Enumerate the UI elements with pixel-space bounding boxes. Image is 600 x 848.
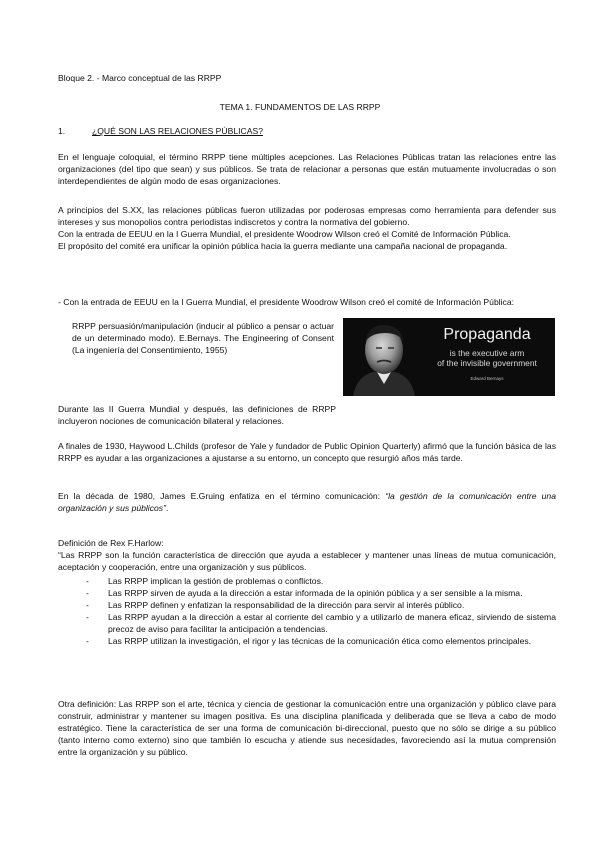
list-item-text: Las RRPP implican la gestión de problemas o conflictos. — [108, 576, 324, 586]
paragraph-history — [58, 204, 556, 252]
harlow-definition: “Las RRPP son la función característica de dirección que ayuda a establecer y mantener unas líneas de mutua comunicación, aceptación y cooperación, entre una organización y sus públicos. — [58, 550, 556, 572]
question-text: ¿QUÉ SON LAS RELACIONES PÚBLICAS? — [92, 126, 263, 136]
list-item — [86, 587, 556, 599]
list-bullet: - — [86, 636, 89, 646]
grunig-suffix: . — [165, 503, 169, 513]
list-item — [86, 635, 556, 647]
paragraph-childs: A finales de 1930, Haywood L.Childs (profesor de Yale y fundador de Public Opinion Quarterly) afirmó que la función básica de las RRPP es ayudar a las organizaciones a ajustarse a su entorno, un concepto que resurgió años más tarde. — [58, 441, 556, 463]
topic-title: TEMA 1. FUNDAMENTOS DE LAS RRPP — [219, 102, 381, 112]
list-item — [86, 599, 556, 611]
paragraph-grunig — [58, 490, 556, 514]
history-line-2: Con la entrada de EEUU en la I Guerra Mundial, el presidente Woodrow Wilson creó el Comité de Información Pública. — [58, 229, 511, 239]
list-item — [86, 575, 556, 587]
question-number: 1. — [58, 126, 66, 136]
image-credit: Edward Bernays — [470, 376, 504, 381]
harlow-list — [86, 575, 556, 647]
list-bullet: - — [86, 600, 89, 610]
list-bullet: - — [86, 588, 89, 598]
paragraph-wilson: - Con la entrada de EEUU en la I Guerra Mundial, el presidente Woodrow Wilson creó el comité de Información Pública: — [58, 297, 515, 307]
paragraph-other-definition: Otra definición: Las RRPP son el arte, técnica y ciencia de gestionar la comunicación entre una organización y público clave para construir, administrar y mantener su imagen positiva. Es una disciplina planificada y deliberada que se lleva a cabo de modo estratégico. Tiene la característica de ser una forma de comunicación bi-direccional, puesto que no sólo se dirige a su público (tanto interno como externo) sino que también lo escucha y atiende sus necesidades, favoreciendo así la mutua comprensión entre la organización y su público. — [58, 699, 556, 757]
image-headline: Propaganda — [443, 326, 531, 343]
paragraph-bernays: RRPP persuasión/manipulación (inducir al público a pensar o actuar de un determinado modo). E.Bernays. The Engineering of Consent (La ingeniería del Consentimiento, 1955) — [72, 321, 334, 355]
list-item-text: Las RRPP sirven de ayuda a la dirección a estar informada de la opinión pública y a ser sensible a la misma. — [108, 588, 523, 598]
image-subline-2: of the invisible government — [437, 358, 537, 368]
propaganda-image — [343, 318, 555, 396]
history-line-1: A principios del S.XX, las relaciones públicas fueron utilizadas por poderosas empresas como herramienta para defender sus intereses y sus monopolios contra periodistas indiscretos y contra la normativa del gobierno. — [58, 205, 556, 227]
list-item-text: Las RRPP definen y enfatizan la responsabilidad de la dirección para servir al interés público. — [108, 600, 465, 610]
block-header: Bloque 2. - Marco conceptual de las RRPP — [58, 73, 222, 83]
paragraph-ww2: Durante las II Guerra Mundial y después, las definiciones de RRPP incluyeron nociones de comunicación bilateral y relaciones. — [58, 404, 336, 426]
list-bullet: - — [86, 612, 89, 622]
list-item-text: Las RRPP utilizan la investigación, el rigor y las técnicas de la comunicación ética como elementos principales. — [108, 636, 532, 646]
image-subline — [423, 348, 551, 368]
section-question — [58, 125, 556, 137]
list-item — [86, 611, 556, 635]
harlow-heading: Definición de Rex F.Harlow: — [58, 538, 164, 548]
paragraph-colloquial: En el lenguaje coloquial, el término RRPP tiene múltiples acepciones. Las Relaciones Públicas tratan las relaciones entre las organizaciones (del tipo que sean) y sus públicos. Se trata de relacionar a personas que están mutuamente involucradas o son interdependientes de algún modo de esas organizaciones. — [58, 152, 556, 186]
list-bullet: - — [86, 576, 89, 586]
list-item-text: Las RRPP ayudan a la dirección a estar al corriente del cambio y a utilizarlo de manera eficaz, sirviendo de sistema precoz de aviso para facilitar la anticipación a tendencias. — [108, 612, 556, 634]
image-subline-1: is the executive arm — [449, 348, 525, 358]
grunig-prefix: En la década de 1980, James E.Gruing enfatiza en el término comunicación: — [58, 491, 386, 501]
grunig-quote: “la gestión de la comunicación entre una organización y sus públicos” — [58, 491, 556, 513]
history-line-3: El propósito del comité era unificar la opinión pública hacia la guerra mediante una campaña nacional de propaganda. — [58, 241, 508, 251]
